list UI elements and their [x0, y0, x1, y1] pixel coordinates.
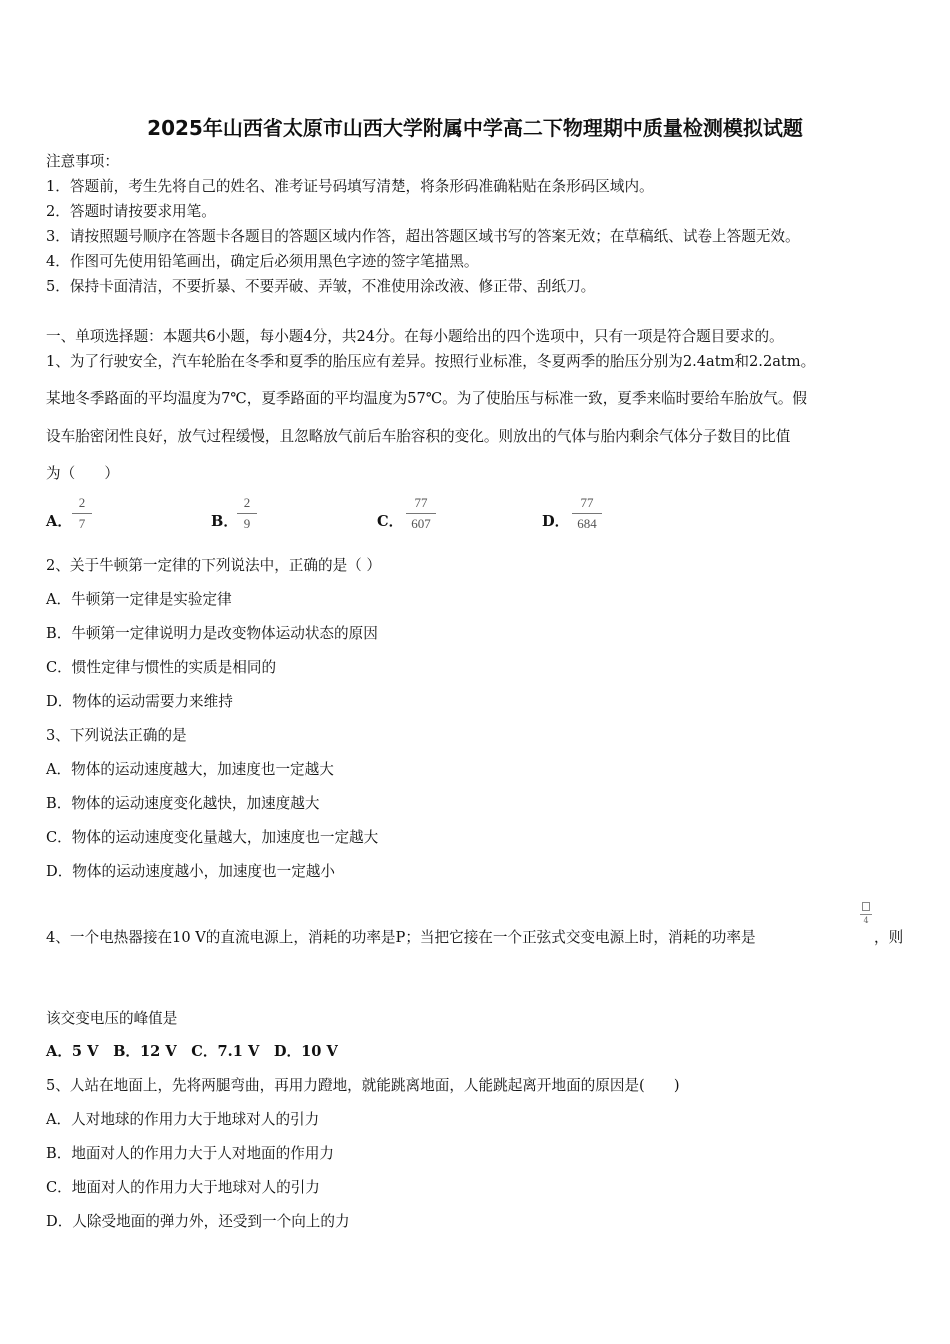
- q1-stem-line: 某地冬季路面的平均温度为7℃，夏季路面的平均温度为57℃。为了使胎压与标准一致，夏季来临时要给车胎放气。假: [46, 390, 808, 407]
- q1-option-a-label: A．: [46, 513, 72, 530]
- fraction-bar: [406, 513, 436, 514]
- q2-option: A．牛顿第一定律是实验定律: [46, 591, 232, 608]
- fraction-bar: [72, 513, 92, 514]
- section-heading: 一、单项选择题：本题共6小题，每小题4分，共24分。在每小题给出的四个选项中，只有一项是符合题目要求的。: [46, 328, 784, 345]
- q5-option: C．地面对人的作用力大于地球对人的引力: [46, 1179, 320, 1196]
- fraction-numerator: 2: [243, 495, 251, 510]
- fraction-bar: [860, 914, 872, 915]
- notice-item: 5．保持卡面清洁，不要折暴、不要弄破、弄皱，不准使用涂改液、修正带、刮纸刀。: [46, 278, 596, 295]
- fraction-numerator: 77: [414, 495, 428, 510]
- q2-option: D．物体的运动需要力来维持: [46, 693, 233, 710]
- fraction-numerator: 77: [580, 495, 594, 510]
- notice-item: 2．答题时请按要求用笔。: [46, 203, 216, 220]
- q2-stem: 2、关于牛顿第一定律的下列说法中，正确的是（ ）: [46, 557, 381, 574]
- notice-heading: 注意事项：: [46, 153, 119, 170]
- notice-item: 1．答题前，考生先将自己的姓名、准考证号码填写清楚，将条形码准确粘贴在条形码区域内。: [46, 178, 654, 195]
- q2-option: B．牛顿第一定律说明力是改变物体运动状态的原因: [46, 625, 378, 642]
- q3-option: A．物体的运动速度越大，加速度也一定越大: [46, 761, 334, 778]
- q1-option-c-label: C．: [377, 513, 404, 530]
- q4-options: A．5 V B．12 V C．7.1 V D．10 V: [46, 1043, 338, 1060]
- fraction-bar: [572, 513, 602, 514]
- q3-option: C．物体的运动速度变化量越大，加速度也一定越大: [46, 829, 379, 846]
- q1-option-b-fraction: [237, 495, 257, 532]
- q1-option-d-label: D．: [542, 513, 570, 530]
- page-title: 2025年山西省太原市山西大学附属中学高二下物理期中质量检测模拟试题: [147, 116, 803, 140]
- q1-option-a-fraction: [72, 495, 92, 532]
- q4-power-fraction: [860, 902, 872, 925]
- q1-stem-line: 为（ ）: [46, 465, 119, 482]
- q4-stem-tail: ，则: [874, 929, 904, 946]
- q4-stem-line2: 该交变电压的峰值是: [46, 1010, 178, 1027]
- fraction-denominator: 684: [577, 516, 597, 531]
- fraction-placeholder-icon: [862, 902, 870, 911]
- q3-option: D．物体的运动速度越小，加速度也一定越小: [46, 863, 335, 880]
- q5-option: A．人对地球的作用力大于地球对人的引力: [46, 1111, 320, 1128]
- notice-item: 3．请按照题号顺序在答题卡各题目的答题区域内作答，超出答题区域书写的答案无效；在草稿纸、试卷上答题无效。: [46, 228, 800, 245]
- q5-stem: 5、人站在地面上，先将两腿弯曲，再用力蹬地，就能跳离地面，人能跳起离开地面的原因是( ): [46, 1077, 680, 1094]
- fraction-denominator: 4: [863, 916, 869, 925]
- q5-option: B．地面对人的作用力大于人对地面的作用力: [46, 1145, 335, 1162]
- q5-option: D．人除受地面的弹力外，还受到一个向上的力: [46, 1213, 350, 1230]
- q1-option-c-fraction: [406, 495, 436, 532]
- fraction-numerator: 2: [78, 495, 86, 510]
- q1-stem-line: 1、为了行驶安全，汽车轮胎在冬季和夏季的胎压应有差异。按照行业标准，冬夏两季的胎压分别为2.4atm和2.2atm。: [46, 353, 816, 370]
- notice-item: 4．作图可先使用铅笔画出，确定后必须用黑色字迹的签字笔描黑。: [46, 253, 479, 270]
- q1-option-b-label: B．: [211, 513, 238, 530]
- q4-stem: 4、一个电热器接在10 V的直流电源上，消耗的功率是P；当把它接在一个正弦式交变电源上时，消耗的功率是: [46, 929, 756, 946]
- fraction-denominator: 607: [411, 516, 431, 531]
- fraction-denominator: 9: [243, 516, 251, 531]
- fraction-denominator: 7: [78, 516, 86, 531]
- q3-option: B．物体的运动速度变化越快，加速度越大: [46, 795, 320, 812]
- q2-option: C．惯性定律与惯性的实质是相同的: [46, 659, 277, 676]
- fraction-bar: [237, 513, 257, 514]
- q1-option-d-fraction: [572, 495, 602, 532]
- q1-stem-line: 设车胎密闭性良好，放气过程缓慢，且忽略放气前后车胎容积的变化。则放出的气体与胎内剩余气体分子数目的比值: [46, 428, 791, 445]
- q3-stem: 3、下列说法正确的是: [46, 727, 187, 744]
